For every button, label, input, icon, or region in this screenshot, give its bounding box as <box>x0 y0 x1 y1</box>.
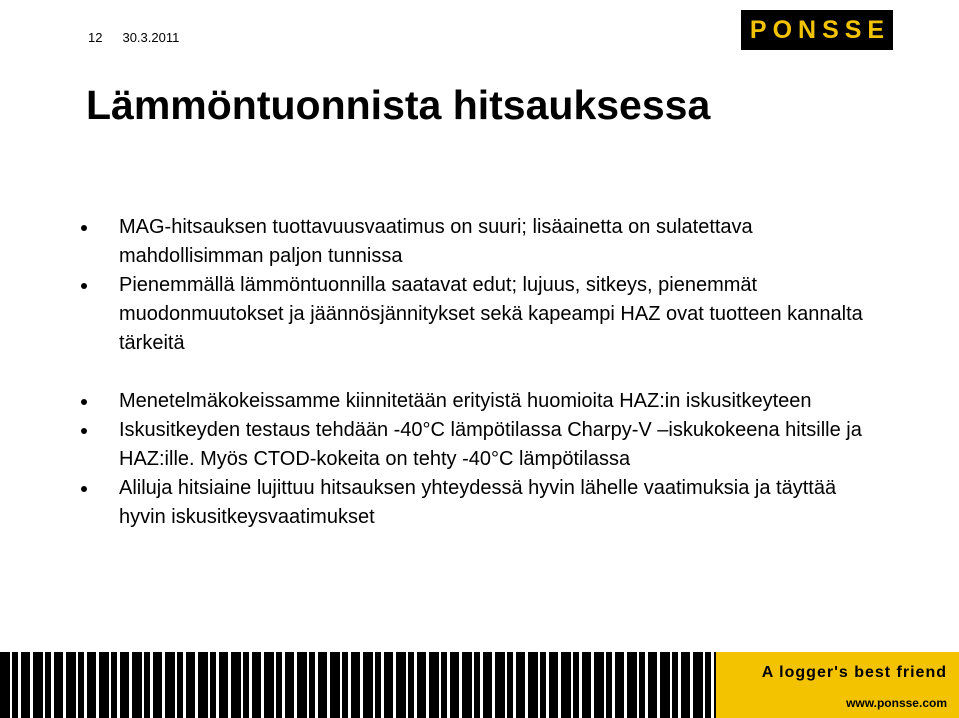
ponsse-logo <box>741 10 893 50</box>
slide-title: Lämmöntuonnista hitsauksessa <box>86 82 711 128</box>
logo-text: PONSSE <box>749 15 891 44</box>
bullet-item <box>81 271 881 358</box>
bullet-text: Iskusitkeyden testaus tehdään -40°C lämpötilassa Charpy-V –iskukokeena hitsille ja HAZ:ille. Myös CTOD-kokeita on tehty -40°C lämpötilassa <box>119 419 862 470</box>
bullet-icon <box>81 486 87 492</box>
bullet-item <box>81 387 881 416</box>
slogan: A logger's best friend <box>761 664 947 681</box>
slide-meta <box>88 30 179 45</box>
bullet-icon <box>81 399 87 405</box>
page-number: 12 <box>88 30 103 45</box>
footer <box>0 652 959 718</box>
bullet-item <box>81 213 881 271</box>
website-link[interactable]: www.ponsse.com <box>846 696 947 710</box>
bullet-text: Pienemmällä lämmöntuonnilla saatavat edut; lujuus, sitkeys, pienemmät muodonmuutokset ja jäännösjännitykset sekä kapeampi HAZ ovat tuotteen kannalta tärkeitä <box>119 274 863 354</box>
bullet-icon <box>81 283 87 289</box>
bullet-text: MAG-hitsauksen tuottavuusvaatimus on suuri; lisäainetta on sulatettava mahdollisimman paljon tunnissa <box>119 216 753 267</box>
bullet-icon <box>81 428 87 434</box>
bullet-item <box>81 474 881 532</box>
bullet-list <box>81 213 881 532</box>
barcode-stripes <box>0 652 716 718</box>
bullet-text: Aliluja hitsiaine lujittuu hitsauksen yhteydessä hyvin lähelle vaatimuksia ja täyttää hyvin iskusitkeysvaatimukset <box>119 477 837 528</box>
bullet-item <box>81 416 881 474</box>
bullet-text: Menetelmäkokeissamme kiinnitetään erityistä huomioita HAZ:in iskusitkeyteen <box>119 390 812 412</box>
slide-date: 30.3.2011 <box>122 30 180 45</box>
slogan-box <box>716 652 959 718</box>
bullet-icon <box>81 225 87 231</box>
